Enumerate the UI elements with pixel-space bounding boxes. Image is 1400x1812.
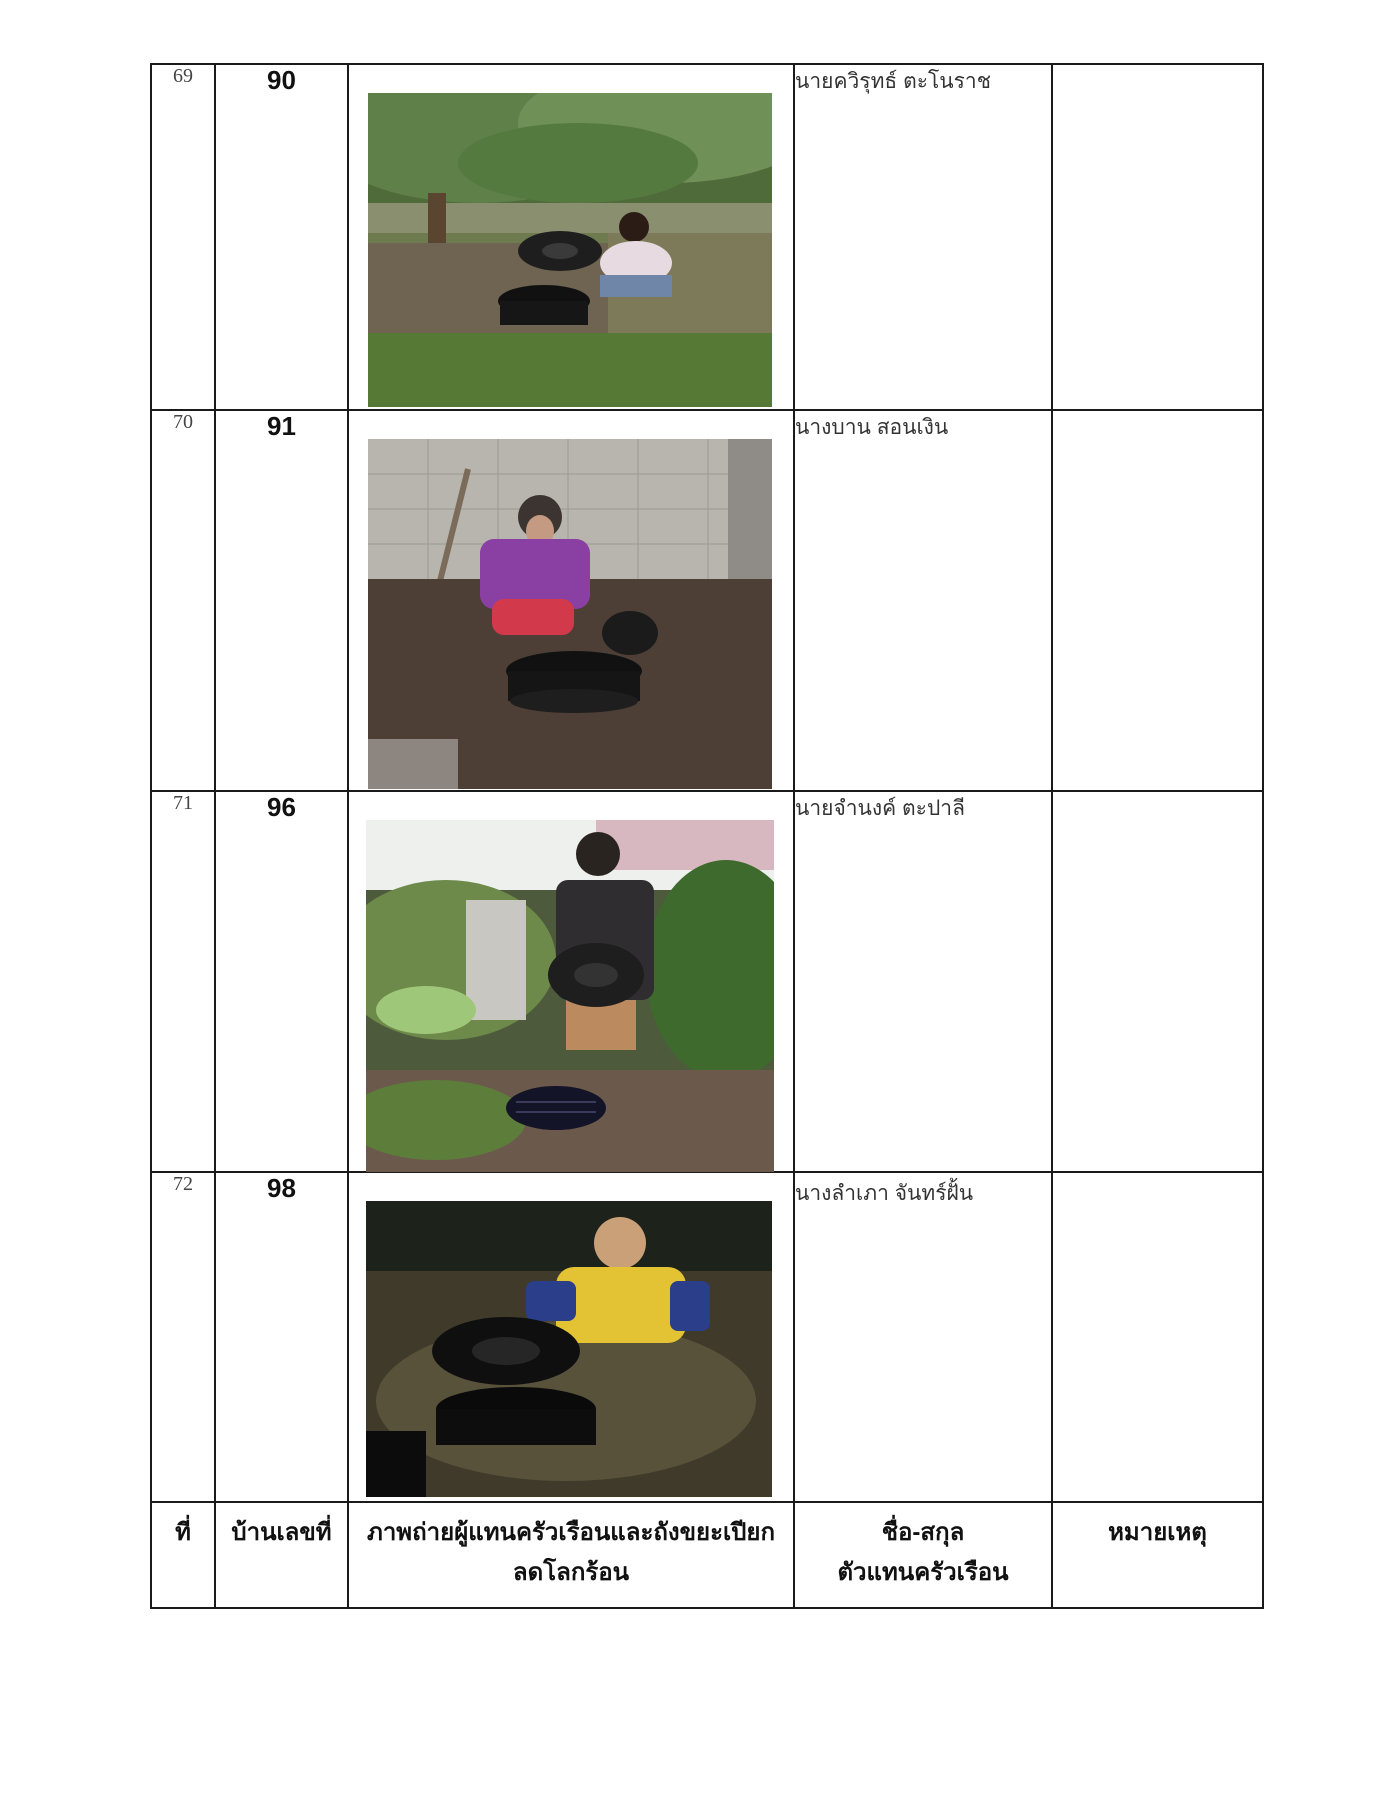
household-photo-man-at-night-with-bin bbox=[366, 1201, 772, 1497]
table-row bbox=[151, 410, 1263, 791]
record-sheet bbox=[150, 63, 1262, 1609]
house-number: 90 bbox=[215, 64, 348, 410]
remark-cell bbox=[1052, 1172, 1263, 1502]
table-row bbox=[151, 64, 1263, 410]
header-house-number: บ้านเลขที่ bbox=[215, 1502, 348, 1608]
house-number: 96 bbox=[215, 791, 348, 1172]
photo-cell bbox=[348, 1172, 794, 1502]
header-photo-line2: ลดโลกร้อน bbox=[512, 1559, 630, 1586]
household-photo-elderly-woman-with-bin bbox=[368, 439, 772, 789]
household-table bbox=[150, 63, 1264, 1609]
table-row bbox=[151, 791, 1263, 1172]
representative-name: นางบาน สอนเงิน bbox=[794, 410, 1052, 791]
photo-cell bbox=[348, 64, 794, 410]
remark-cell bbox=[1052, 791, 1263, 1172]
table-row bbox=[151, 1172, 1263, 1502]
header-seq: ที่ bbox=[151, 1502, 215, 1608]
representative-name: นายควิรุทธ์ ตะโนราช bbox=[794, 64, 1052, 410]
column-header-row bbox=[151, 1502, 1263, 1608]
household-photo-woman-with-bin-under-tree bbox=[368, 93, 772, 407]
row-number: 72 bbox=[151, 1172, 215, 1502]
header-name-line2: ตัวแทนครัวเรือน bbox=[837, 1559, 1009, 1586]
remark-cell bbox=[1052, 64, 1263, 410]
household-photo-man-holding-lid bbox=[366, 820, 774, 1172]
representative-name: นายจำนงค์ ตะปาลี bbox=[794, 791, 1052, 1172]
row-number: 70 bbox=[151, 410, 215, 791]
header-name-line1: ชื่อ-สกุล bbox=[881, 1519, 965, 1546]
remark-cell bbox=[1052, 410, 1263, 791]
header-photo-line1: ภาพถ่ายผู้แทนครัวเรือนและถังขยะเปียก bbox=[367, 1519, 775, 1546]
row-number: 69 bbox=[151, 64, 215, 410]
header-remark: หมายเหตุ bbox=[1052, 1502, 1263, 1608]
house-number: 98 bbox=[215, 1172, 348, 1502]
photo-cell bbox=[348, 791, 794, 1172]
row-number: 71 bbox=[151, 791, 215, 1172]
header-photo bbox=[348, 1502, 794, 1608]
photo-cell bbox=[348, 410, 794, 791]
representative-name: นางลำเภา จันทร์ฝั้น bbox=[794, 1172, 1052, 1502]
house-number: 91 bbox=[215, 410, 348, 791]
header-name bbox=[794, 1502, 1052, 1608]
